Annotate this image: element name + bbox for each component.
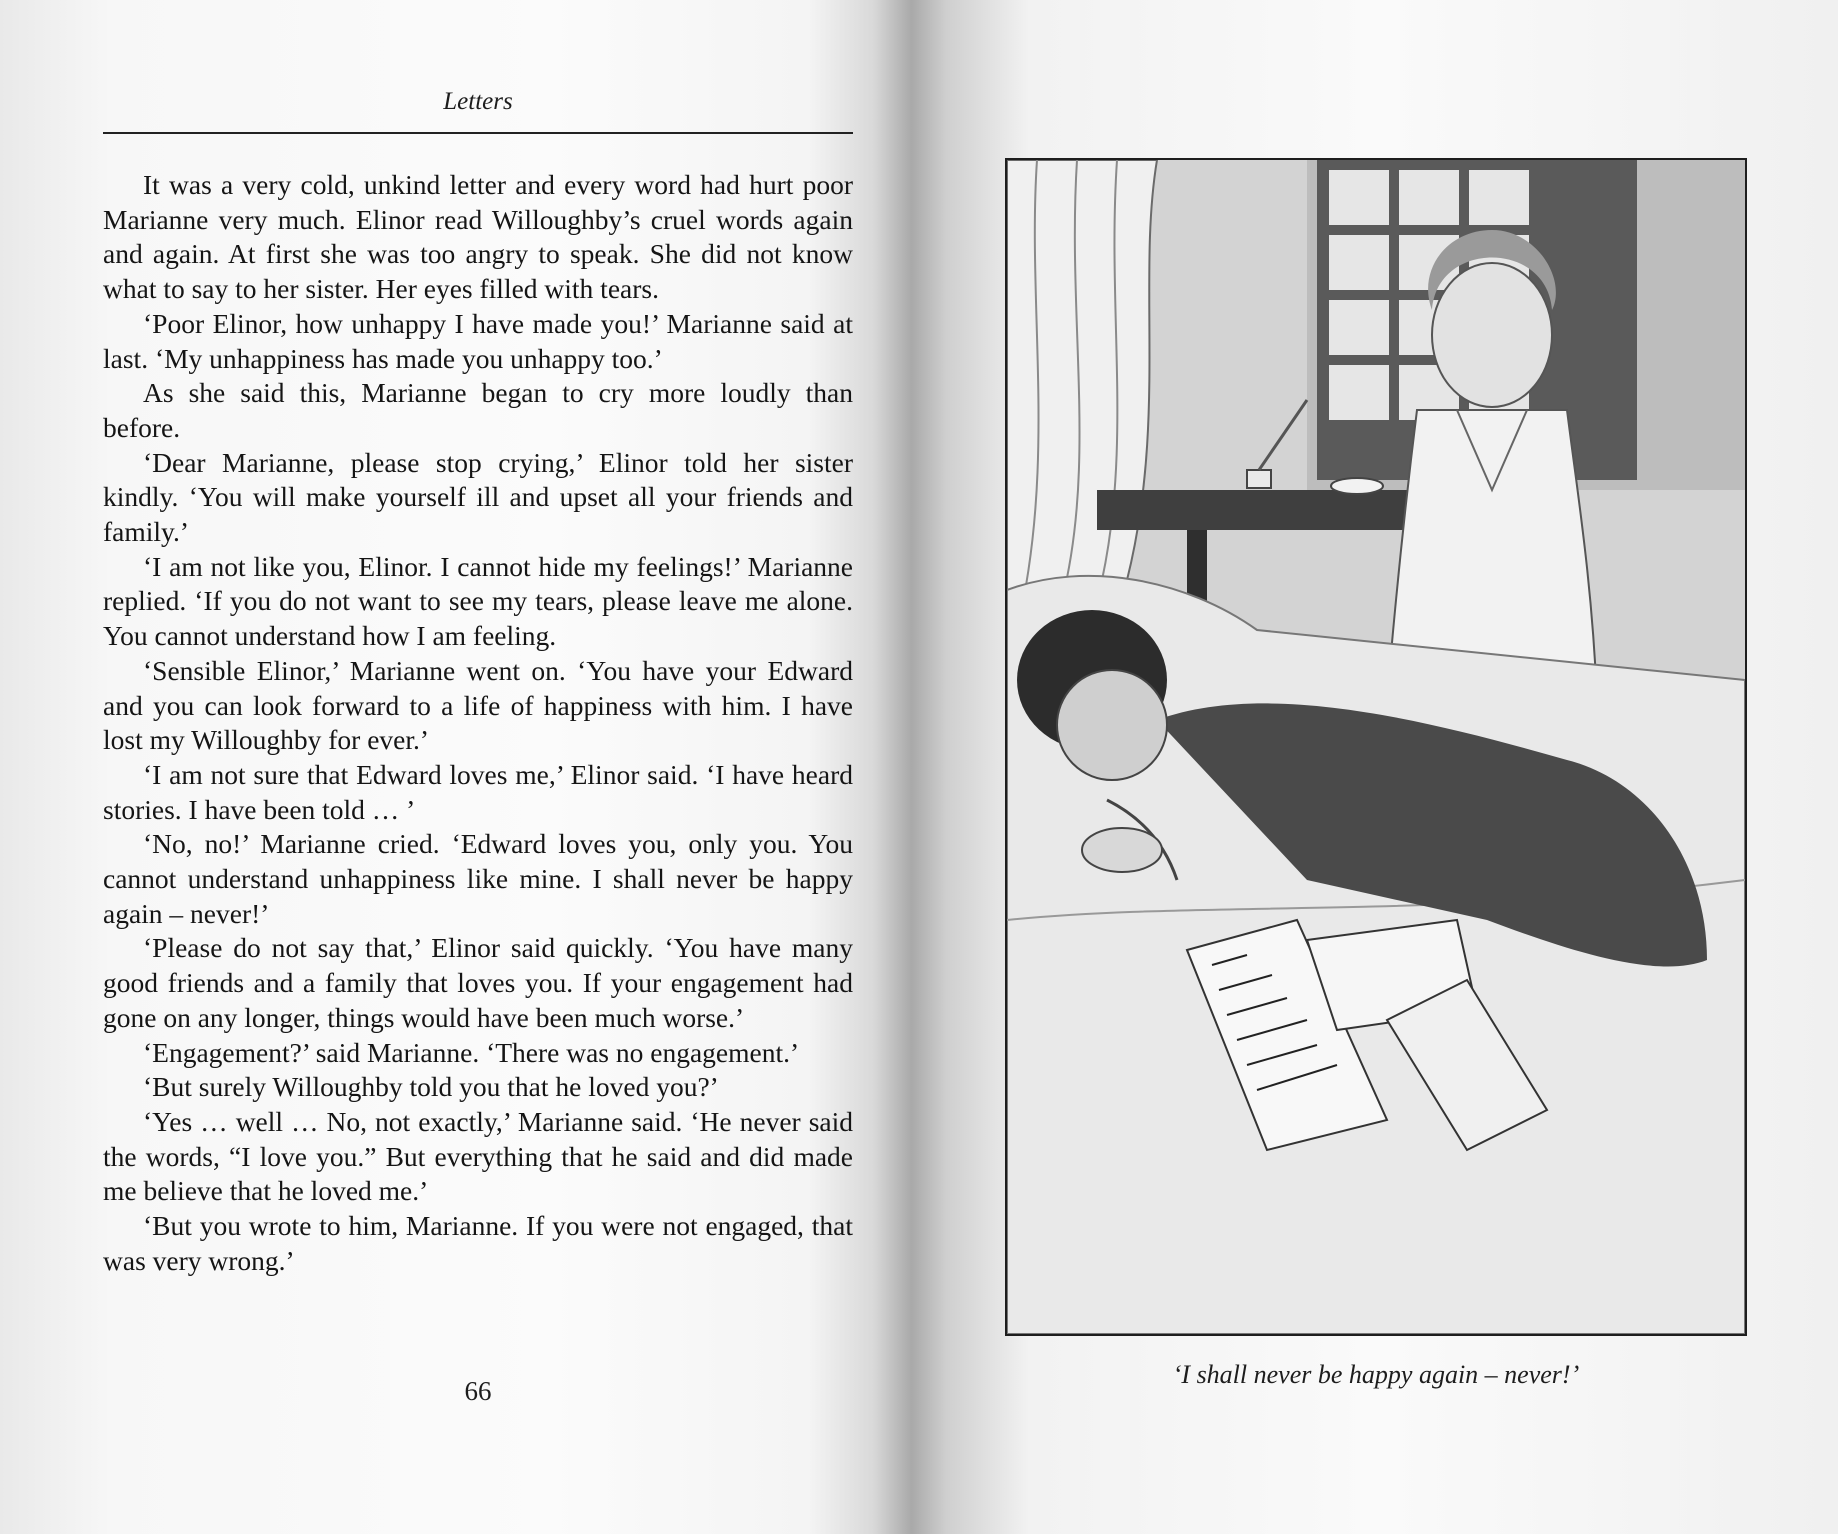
- right-page: [900, 0, 1838, 1534]
- paragraph: As she said this, Marianne began to cry more loudly than before.: [103, 377, 853, 443]
- paragraph: ‘But surely Willoughby told you that he loved you?’: [143, 1071, 719, 1103]
- paragraph: ‘I am not sure that Edward loves me,’ Elinor said. ‘I have heard stories. I have been told … ’: [103, 758, 853, 825]
- header-rule: [103, 132, 853, 134]
- paragraph: ‘Engagement?’ said Marianne. ‘There was no engagement.’: [143, 1036, 800, 1068]
- left-page: [0, 0, 900, 1534]
- paragraph: ‘No, no!’ Marianne cried. ‘Edward loves you, only you. You cannot understand unhappiness like mine. I shall never be happy again – never!’: [103, 828, 853, 929]
- paragraph: ‘Please do not say that,’ Elinor said quickly. ‘You have many good friends and a family that loves you. If your engagement had gone on any longer, things would have been much worse.’: [103, 932, 853, 1033]
- page-number: 66: [464, 1376, 492, 1406]
- paragraph: ‘But you wrote to him, Marianne. If you were not engaged, that was very wrong.’: [103, 1210, 853, 1276]
- illustration-caption: ‘I shall never be happy again – never!’: [1172, 1360, 1580, 1389]
- paragraph: ‘Sensible Elinor,’ Marianne went on. ‘You have your Edward and you can look forward to a life of happiness with him. I have lost my Willoughby for ever.’: [103, 654, 853, 756]
- paragraph: ‘Dear Marianne, please stop crying,’ Elinor told her sister kindly. ‘You will make yourself ill and upset all your friends and family.’: [103, 446, 853, 548]
- illustration-woman-weeping-on-bed: [1005, 158, 1747, 1336]
- paragraph: ‘Poor Elinor, how unhappy I have made you!’ Marianne said at last. ‘My unhappiness has made you unhappy too.’: [103, 307, 853, 374]
- paragraph: ‘Yes … well … No, not exactly,’ Marianne said. ‘He never said the words, “I love you.” But everything that he said and did made me believe that he loved me.’: [103, 1105, 853, 1207]
- paragraph: ‘I am not like you, Elinor. I cannot hide my feelings!’ Marianne replied. ‘If you do not want to see my tears, please leave me alone. You cannot understand how I am feeling.: [103, 550, 853, 652]
- paragraph: It was a very cold, unkind letter and every word had hurt poor Marianne very much. Elinor read Willoughby’s cruel words again and again. At first she was too angry to speak. She did not know what to say to her sister. Her eyes filled with tears.: [103, 169, 853, 305]
- body-text: [103, 168, 853, 1279]
- running-head: Letters: [443, 88, 513, 115]
